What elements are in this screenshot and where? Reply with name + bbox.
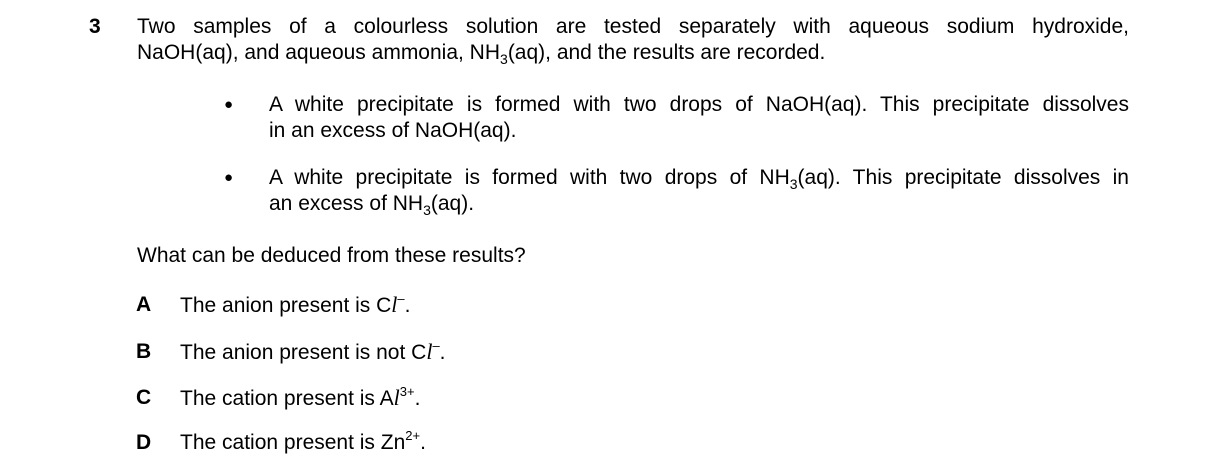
option-a-period: . bbox=[404, 294, 411, 317]
question-prompt: What can be deduced from these results? bbox=[137, 244, 526, 267]
option-b-charge: – bbox=[432, 338, 440, 353]
option-b-italic: l bbox=[426, 339, 433, 364]
bullet-2-line-1 bbox=[269, 165, 1129, 191]
bullet-icon: ● bbox=[224, 96, 234, 113]
option-a-italic: l bbox=[391, 292, 398, 317]
stem-subscript: 3 bbox=[500, 51, 508, 67]
stem-line-2-end: (aq), and the results are recorded. bbox=[507, 41, 826, 64]
option-d-text bbox=[180, 430, 426, 456]
option-c-text bbox=[180, 385, 420, 412]
option-b-period: . bbox=[439, 341, 446, 364]
bullet-1-line-2: in an excess of NaOH(aq). bbox=[269, 119, 517, 142]
option-letter-b: B bbox=[136, 340, 152, 363]
stem-line-2 bbox=[137, 40, 1129, 66]
option-d-charge: 2+ bbox=[405, 428, 421, 443]
bullet-2-text: A white precipitate is formed with two drops of NH bbox=[269, 166, 790, 189]
question-number: 3 bbox=[89, 15, 101, 38]
option-b-text bbox=[180, 339, 446, 366]
bullet-2-text-end: (aq). This precipitate dissolves in bbox=[797, 166, 1129, 189]
bullet-2-line-2 bbox=[269, 191, 1129, 217]
stem-line-2-text: NaOH(aq), and aqueous ammonia, NH bbox=[137, 41, 501, 64]
option-c-italic: l bbox=[393, 385, 400, 410]
bullet-icon: ● bbox=[224, 169, 234, 186]
option-d-label: The cation present is Zn bbox=[180, 431, 406, 454]
option-c-label: The cation present is A bbox=[180, 387, 394, 410]
bullet-observation-1 bbox=[269, 92, 1129, 144]
option-letter-d: D bbox=[136, 431, 152, 454]
option-b-label: The anion present is not C bbox=[180, 341, 427, 364]
stem-line-1: Two samples of a colourless solution are tested separately with aqueous sodium hydroxide, bbox=[137, 15, 1129, 38]
bullet-2-line-2-end: (aq). bbox=[430, 192, 475, 215]
option-a-label: The anion present is C bbox=[180, 294, 392, 317]
bullet-2-line-2-subscript: 3 bbox=[423, 202, 431, 218]
bullet-observation-2 bbox=[269, 165, 1129, 217]
option-letter-c: C bbox=[136, 386, 152, 409]
bullet-2-subscript: 3 bbox=[789, 176, 798, 192]
option-letter-a: A bbox=[136, 293, 152, 316]
option-c-period: . bbox=[414, 387, 421, 410]
question-stem bbox=[137, 14, 1129, 66]
option-a-text bbox=[180, 292, 411, 319]
bullet-2-line-2-text: an excess of NH bbox=[269, 192, 424, 215]
option-d-period: . bbox=[420, 431, 426, 454]
bullet-1-line-1: A white precipitate is formed with two drops of NaOH(aq). This precipitate dissolves bbox=[269, 93, 1129, 116]
option-c-charge: 3+ bbox=[399, 384, 415, 399]
option-a-charge: – bbox=[397, 291, 405, 306]
